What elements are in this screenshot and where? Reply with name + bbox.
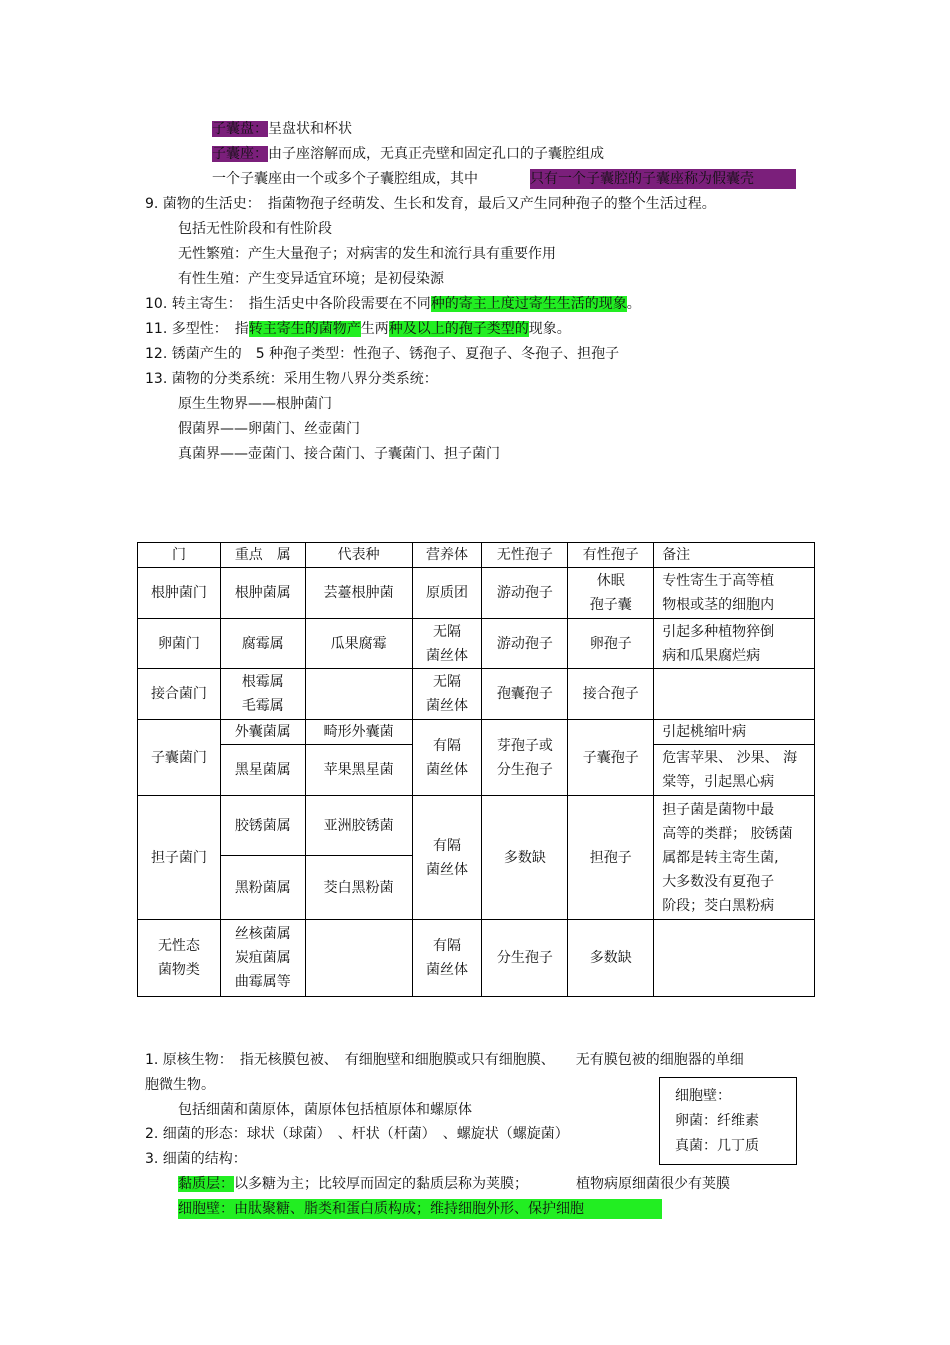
- table-header: 备注: [654, 543, 815, 568]
- table-cell: 外囊菌属: [220, 720, 305, 745]
- table-cell: 根肿菌门: [138, 568, 221, 619]
- fungi-classification-table: [137, 542, 815, 997]
- table-cell: 瓜果腐霉: [305, 619, 412, 669]
- table-cell: [654, 568, 815, 619]
- line-10: [145, 294, 641, 314]
- table-cell: 子囊菌门: [138, 720, 221, 796]
- cell-line: 属都是转主寄生菌,: [662, 849, 779, 866]
- table-cell: 芸薹根肿菌: [305, 568, 412, 619]
- table-header: 代表种: [305, 543, 412, 568]
- cell-line: 有隔: [433, 837, 462, 854]
- table-cell: 畸形外囊菌: [305, 720, 412, 745]
- table-cell: [654, 669, 815, 720]
- table-cell: 担孢子: [568, 796, 654, 920]
- bottom-line-2: 2. 细菌的形态：球状（球菌） 、杆状（杆菌） 、螺旋状（螺旋菌）: [145, 1126, 569, 1142]
- table-row: [138, 796, 815, 856]
- table-row: [138, 619, 815, 669]
- table-row: [138, 920, 815, 997]
- pseudothecium-definition: 只有一个子囊腔的子囊座称为假囊壳: [530, 169, 796, 189]
- line-11-c: 生两: [360, 321, 389, 337]
- cell-line: 有隔: [433, 737, 462, 754]
- table-cell: [220, 669, 305, 720]
- table-cell: 亚洲胶锈菌: [305, 796, 412, 856]
- cell-line: 分生孢子: [496, 761, 553, 778]
- bottom-line-1-cont: 胞微生物。: [145, 1077, 215, 1093]
- cell-line: 担子菌是菌物中最: [662, 801, 775, 818]
- ascostroma-line: [212, 144, 604, 164]
- slime-layer-label: 黏质层：: [178, 1176, 234, 1192]
- table-cell: [654, 796, 815, 920]
- cell-line: 炭疽菌属: [234, 950, 291, 966]
- cell-line: 根霉属: [241, 674, 284, 690]
- line-11-e: 现象。: [528, 321, 571, 337]
- line-13: 13. 菌物的分类系统：采用生物八界分类系统：: [145, 371, 438, 387]
- table-cell: 卵菌门: [138, 619, 221, 669]
- slime-layer-text: 以多糖为主；比较厚而固定的黏质层称为荚膜；: [234, 1176, 528, 1192]
- ascus-disc-line: [212, 119, 352, 139]
- table-cell: [654, 920, 815, 997]
- ascostroma-text: 由子座溶解而成，无真正壳壁和固定孔口的子囊腔组成: [268, 146, 604, 162]
- table-cell: 孢囊孢子: [482, 669, 568, 720]
- cell-line: 物根或茎的细胞内: [662, 597, 775, 613]
- cell-line: 曲霉属等: [234, 974, 291, 990]
- ascus-disc-label: 子囊盘：: [212, 121, 268, 137]
- cell-line: 高等的类群； 胶锈菌: [662, 825, 793, 842]
- table-cell: 黑粉菌属: [220, 856, 305, 920]
- cell-line: 大多数没有夏孢子: [662, 873, 775, 890]
- table-cell: 接合孢子: [568, 669, 654, 720]
- cell-line: 有隔: [433, 938, 462, 954]
- table-cell: [412, 920, 482, 997]
- table-header: 门: [138, 543, 221, 568]
- table-cell: [412, 669, 482, 720]
- table-cell: 胶锈菌属: [220, 796, 305, 856]
- line-12: 12. 锈菌产生的 5 种孢子类型：性孢子、锈孢子、夏孢子、冬孢子、担孢子: [145, 346, 620, 362]
- table-header: 重点 属: [220, 543, 305, 568]
- cell-line: 孢子囊: [589, 597, 632, 613]
- table-cell: 分生孢子: [482, 920, 568, 997]
- table-cell: 子囊孢子: [568, 720, 654, 796]
- bottom-line-3: 3. 细菌的结构：: [145, 1151, 247, 1167]
- table-cell: 接合菌门: [138, 669, 221, 720]
- table-cell: [654, 619, 815, 669]
- ascostroma-line2-a: 一个子囊座由一个或多个子囊腔组成，其中: [212, 171, 478, 187]
- table-cell: 多数缺: [568, 920, 654, 997]
- bottom-line-1a: 包括细菌和菌原体，菌原体包括植原体和螺原体: [178, 1102, 472, 1118]
- cell-line: 休眠: [596, 573, 625, 589]
- cell-line: 棠等，引起黑心病: [662, 774, 775, 790]
- table-cell: 游动孢子: [482, 568, 568, 619]
- cell-line: 无隔: [433, 674, 462, 690]
- table-cell: 苹果黑星菌: [305, 745, 412, 796]
- table-cell: 卵孢子: [568, 619, 654, 669]
- table-cell: 引起桃缩叶病: [654, 720, 815, 745]
- cell-line: 菌丝体: [426, 962, 469, 978]
- table-cell: [138, 920, 221, 997]
- table-cell: 茭白黑粉菌: [305, 856, 412, 920]
- table-cell: 游动孢子: [482, 619, 568, 669]
- table-cell: 多数缺: [482, 796, 568, 920]
- table-cell: [412, 796, 482, 920]
- cell-line: 无隔: [433, 623, 462, 640]
- table-header: 营养体: [412, 543, 482, 568]
- table-cell: [220, 920, 305, 997]
- table-cell: [482, 720, 568, 796]
- note-box-line: 真菌：几丁质: [675, 1138, 759, 1154]
- table-cell: [568, 568, 654, 619]
- table-cell: 黑星菌属: [220, 745, 305, 796]
- table-header-row: [138, 543, 815, 568]
- cell-line: 毛霉属: [241, 698, 284, 714]
- cell-line: 无性态: [157, 938, 200, 954]
- cell-line: 病和瓜果腐烂病: [662, 647, 761, 664]
- table-row: [138, 720, 815, 745]
- table-cell: 根肿菌属: [220, 568, 305, 619]
- line-9a: 包括无性阶段和有性阶段: [178, 221, 332, 237]
- table-cell: 担子菌门: [138, 796, 221, 920]
- cell-line: 菌物类: [157, 962, 200, 978]
- table-header: 有性孢子: [568, 543, 654, 568]
- line-13a: 原生生物界——根肿菌门: [178, 396, 332, 412]
- table-cell: [412, 720, 482, 796]
- cell-line: 菌丝体: [426, 761, 469, 778]
- note-box-line: 卵菌：纤维素: [675, 1113, 759, 1129]
- cell-wall-line: 细胞壁：由肽聚糖、脂类和蛋白质构成；维持细胞外形、保护细胞: [178, 1199, 662, 1219]
- line-11-highlight-2: 种及以上的孢子类型的: [388, 321, 529, 337]
- table-cell: [305, 920, 412, 997]
- table-cell: [412, 619, 482, 669]
- line-9c: 有性生殖：产生变异适宜环境；是初侵染源: [178, 271, 444, 287]
- bottom-line-1: 1. 原核生物： 指无核膜包被、 有细胞壁和细胞膜或只有细胞膜、 无有膜包被的细胞器的单细: [145, 1052, 744, 1068]
- table-row: [138, 669, 815, 720]
- cell-line: 阶段；茭白黑粉病: [662, 897, 775, 914]
- cell-line: 专性寄生于高等植: [662, 573, 775, 589]
- table-cell: 腐霉属: [220, 619, 305, 669]
- line-10-a: 10. 转主寄生： 指生活史中各阶段需要在不同: [145, 296, 431, 312]
- line-9b: 无性繁殖：产生大量孢子；对病害的发生和流行具有重要作用: [178, 246, 556, 262]
- table-cell: [305, 669, 412, 720]
- cell-line: 菌丝体: [426, 647, 469, 664]
- ascus-disc-text: 呈盘状和杯状: [268, 121, 352, 137]
- table-row: [138, 568, 815, 619]
- slime-layer-line: [178, 1174, 730, 1194]
- ascostroma-label: 子囊座：: [212, 146, 268, 162]
- cell-line: 丝核菌属: [234, 926, 291, 942]
- cell-line: 菌丝体: [426, 698, 469, 714]
- line-10-highlight: 种的寄主上度过寄生生活的现象: [430, 296, 627, 312]
- line-11: [145, 319, 571, 339]
- line-10-c: 。: [626, 296, 641, 312]
- line-9: 9. 菌物的生活史： 指菌物孢子经萌发、生长和发育，最后又产生同种孢子的整个生活过程。: [145, 196, 716, 212]
- line-11-a: 11. 多型性： 指: [145, 321, 249, 337]
- slime-layer-text-2: 植物病原细菌很少有荚膜: [576, 1176, 730, 1192]
- ascostroma-line-2: [212, 169, 478, 189]
- table-cell: 原质团: [412, 568, 482, 619]
- cell-line: 芽孢子或: [496, 737, 553, 754]
- line-13c: 真菌界——壶菌门、接合菌门、子囊菌门、担子菌门: [178, 446, 500, 462]
- cell-line: 菌丝体: [426, 861, 469, 878]
- line-13b: 假菌界——卵菌门、丝壶菌门: [178, 421, 360, 437]
- table-header: 无性孢子: [482, 543, 568, 568]
- note-box-title: 细胞壁：: [675, 1088, 731, 1104]
- cell-wall-note-box: [659, 1077, 797, 1165]
- cell-line: 引起多种植物猝倒: [662, 623, 775, 640]
- table-cell: [654, 745, 815, 796]
- line-11-highlight-1: 转主寄生的菌物产: [248, 321, 361, 337]
- cell-line: 危害苹果、 沙果、 海: [662, 750, 798, 766]
